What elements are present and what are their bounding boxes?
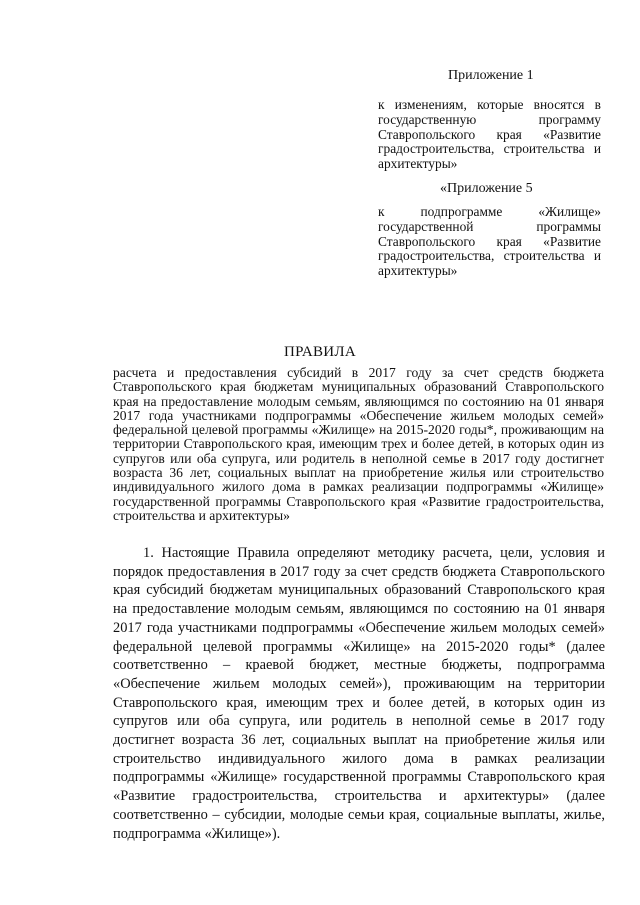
rules-title: ПРАВИЛА <box>283 344 357 360</box>
appendix-1-text: к изменениям, которые вносятся в государственную программу Ставропольского края «Развитие градостроительства, строительства и архитектуры» <box>378 97 601 172</box>
appendix-1-title: Приложение 1 <box>448 68 534 83</box>
rules-subtitle: расчета и предоставления субсидий в 2017 году за счет средств бюджета Ставропольского края бюджетам муниципальных образований Ставропольского края на предоставление молодым семьям, являющимся по состоянию на 01 января 2017 года участниками подпрограммы «Обеспечение жильем молодых семей» федеральной целевой программы «Жилище» на 2015-2020 годы*, проживающим на территории Ставропольского края, имеющим трех и более детей, в которых один из супругов или оба супруга, или родитель в неполной семье в 2017 году достигнет возраста 36 лет, социальных выплат на приобретение жилья или строительство индивидуального жилого дома в рамках реализации подпрограммы «Жилище» государственной программы Ставропольского края «Развитие градостроительства, строительства и архитектуры» <box>113 365 604 523</box>
appendix-5-title: «Приложение 5 <box>440 181 533 196</box>
appendix-5-text: к подпрограмме «Жилище» государственной программы Ставропольского края «Развитие градостроительства, строительства и архитектуры» <box>378 204 601 279</box>
paragraph-1: 1. Настоящие Правила определяют методику расчета, цели, условия и порядок предоставления в 2017 году за счет средств бюджета Ставропольского края субсидий бюджетам муниципальных образований Ставропольского края на предоставление молодым семьям, являющимся по состоянию на 01 января 2017 года участниками подпрограммы «Обеспечение жильем молодых семей» федеральной целевой программы «Жилище» на 2015-2020 годы* (далее соответственно – краевой бюджет, местные бюджеты, подпрограмма «Обеспечение жильем молодых семей»), проживающим на территории Ставропольского края, имеющим трех и более детей, в которых один из супругов или оба супруга, или родитель в неполной семье в 2017 году достигнет возраста 36 лет, социальных выплат на приобретение жилья или строительство индивидуального жилого дома в рамках реализации подпрограммы «Жилище» государственной программы Ставропольского края «Развитие градостроительства, строительства и архитектуры» (далее соответственно – субсидии, молодые семьи края, социальные выплаты, жилье, подпрограмма «Жилище»). <box>113 545 605 842</box>
